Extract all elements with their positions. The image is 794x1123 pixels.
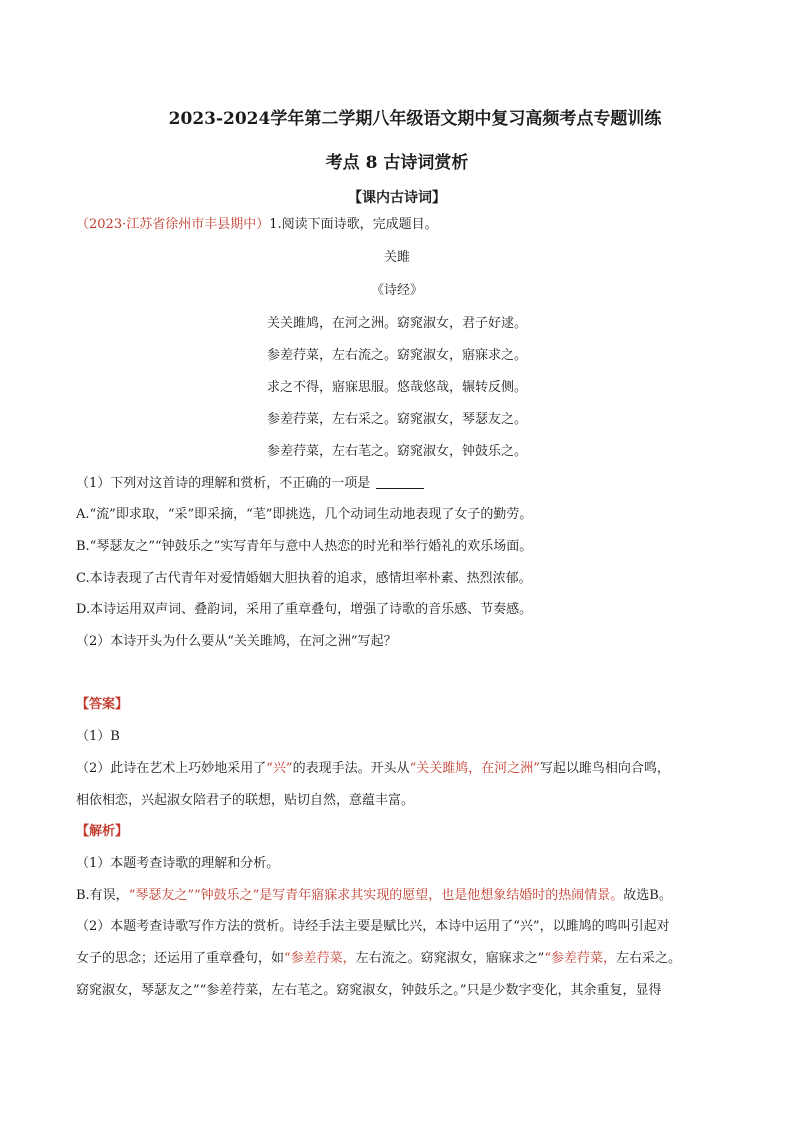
analysis-line-1: （1）本题考查诗歌的理解和分析。 xyxy=(76,856,280,871)
question-prompt: 1.阅读下面诗歌，完成题目。 xyxy=(269,217,438,232)
analysis-highlight: “参差荇菜， xyxy=(544,951,616,966)
poem-line: 参差荇菜，左右芼之。窈窕淑女，钟鼓乐之。 xyxy=(266,444,527,459)
analysis-line-5: 窈窕淑女，琴瑟友之”“参差荇菜，左右芼之。窈窕淑女，钟鼓乐之。”只是少数字变化，其余重复，显得 xyxy=(76,983,662,998)
answer-text: 的表现手法。开头从 xyxy=(292,761,410,776)
topic-title: 考点 8 古诗词赏析 xyxy=(325,153,469,173)
analysis-text: 左右采之。 xyxy=(615,951,681,966)
sub-question-2: （2）本诗开头为什么要从“关关雎鸠，在河之洲”写起？ xyxy=(76,634,397,649)
analysis-line-4 xyxy=(76,949,681,969)
analysis-text: B.有误， xyxy=(76,888,129,903)
question-source: （2023·江苏省徐州市丰县期中） xyxy=(76,217,270,232)
option-d: D.本诗运用双声词、叠韵词，采用了重章叠句，增强了诗歌的音乐感、节奏感。 xyxy=(76,602,533,617)
answer-text: 写起以雎鸟相向合鸣， xyxy=(539,761,670,776)
poem-line: 关关雎鸠，在河之洲。窈窕淑女，君子好逑。 xyxy=(266,316,527,331)
analysis-line-2 xyxy=(76,886,672,906)
section-heading: 【课内古诗词】 xyxy=(348,190,446,206)
document-title: 2023-2024学年第二学期八年级语文期中复习高频考点专题训练 xyxy=(168,109,662,129)
answer-1: （1）B xyxy=(76,729,120,744)
analysis-text: 左右流之。窈窕淑女，寤寐求之” xyxy=(355,951,545,966)
option-a: A.“流”即求取，“采”即采摘，“芼”即挑选，几个动词生动地表现了女子的勤劳。 xyxy=(76,507,533,522)
analysis-text: 故选B。 xyxy=(623,888,672,903)
option-b: B.“琴瑟友之”“钟鼓乐之”实写青年与意中人热恋的时光和举行婚礼的欢乐场面。 xyxy=(76,539,533,554)
poem-line: 参差荇菜，左右流之。窈窕淑女，寤寐求之。 xyxy=(266,348,527,363)
poem-source: 《诗经》 xyxy=(370,283,423,298)
poem-line: 参差荇菜，左右采之。窈窕淑女，琴瑟友之。 xyxy=(266,412,527,427)
analysis-text: 女子的思念；还运用了重章叠句，如 xyxy=(76,951,285,966)
answer-text: （2）此诗在艺术上巧妙地采用了 xyxy=(76,761,267,776)
answer-highlight: “兴” xyxy=(266,761,293,776)
sub-question-1-text: （1）下列对这首诗的理解和赏析，不正确的一项是 xyxy=(76,476,371,491)
poem-title: 关雎 xyxy=(383,250,410,265)
analysis-highlight: “琴瑟友之”“钟鼓乐之”是写青年寤寐求其实现的愿望，也是他想象结婚时的热闹情景。 xyxy=(128,888,624,903)
question-line xyxy=(76,215,438,235)
answer-2 xyxy=(76,759,670,779)
answer-blank xyxy=(376,475,424,489)
option-c: C.本诗表现了古代青年对爱情婚姻大胆执着的追求，感情坦率朴素、热烈浓郁。 xyxy=(76,571,532,586)
poem-line: 求之不得，寤寐思服。悠哉悠哉，辗转反侧。 xyxy=(266,380,527,395)
analysis-heading: 【解析】 xyxy=(76,824,129,839)
answer-highlight: “关关雎鸠，在河之洲” xyxy=(409,761,540,776)
answer-2-continued: 相依相恋，兴起淑女陪君子的联想，贴切自然，意蕴丰富。 xyxy=(76,793,415,808)
answer-heading: 【答案】 xyxy=(76,697,129,712)
analysis-line-3: （2）本题考查诗歌写作方法的赏析。诗经手法主要是赋比兴，本诗中运用了“兴”，以雎鸠的鸣叫引起对 xyxy=(76,919,670,934)
sub-question-1 xyxy=(76,474,424,494)
analysis-highlight: “参差荇菜， xyxy=(284,951,356,966)
